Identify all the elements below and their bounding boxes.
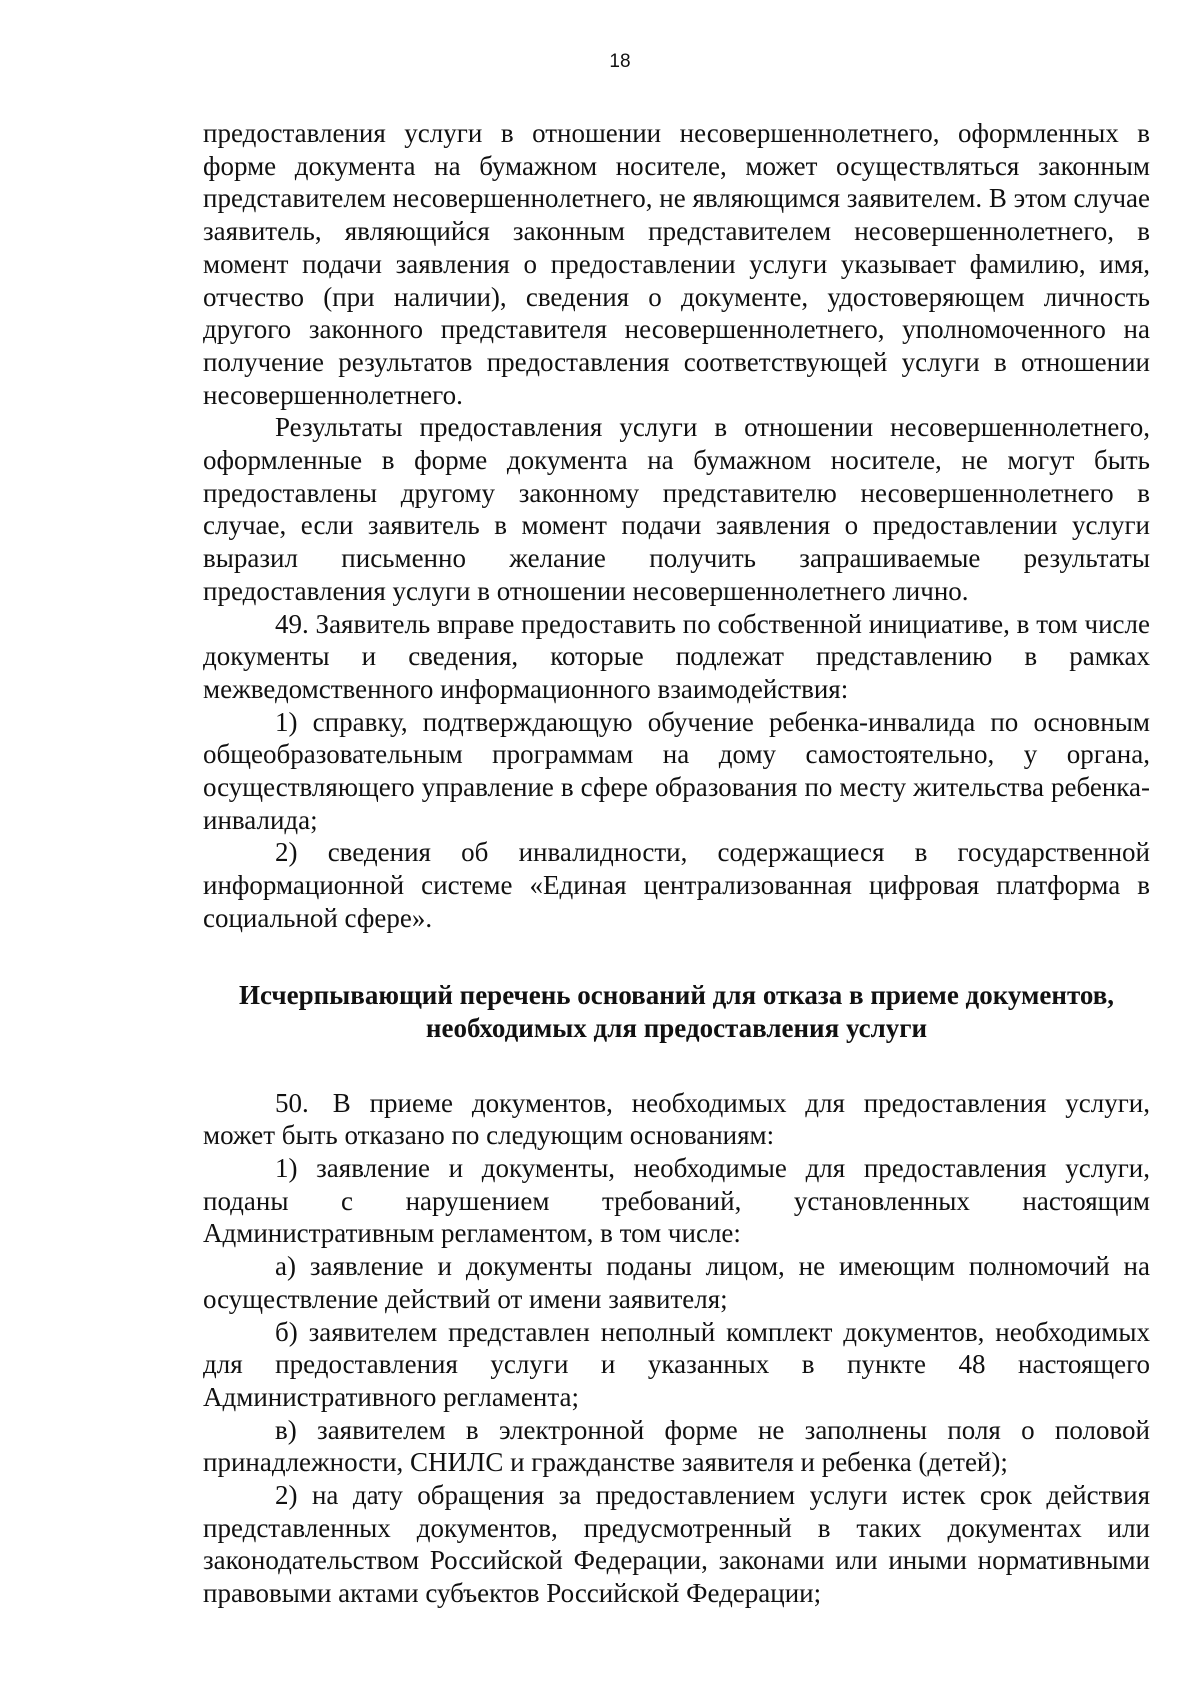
section-heading-line-1: Исчерпывающий перечень оснований для отказа в приеме документов, — [238, 979, 1115, 1010]
paragraph-item-49: 49. Заявитель вправе предоставить по собственной инициативе, в том числе документы и сведения, которые подлежат представлению в рамках межведомственного информационного взаимодействия: — [203, 608, 1150, 704]
section-heading-line-2: необходимых для предоставления услуги — [425, 1012, 928, 1043]
list-item-50-1b: б) заявителем представлен неполный комплект документов, необходимых для предоставления услуги и указанных в пункте 48 настоящего Административного регламента; — [203, 1316, 1150, 1412]
item-50-intro: В приеме документов, необходимых для предоставления услуги, может быть отказано по следующим основаниям: — [203, 1087, 1150, 1151]
paragraph-continuation: предоставления услуги в отношении несовершеннолетнего, оформленных в форме документа на бумажном носителе, может осуществляться законным представителем несовершеннолетнего, не являющимся заявителем. В этом случае заявитель, являющийся законным представителем несовершеннолетнего, в момент подачи заявления о предоставлении услуги указывает фамилию, имя, отчество (при наличии), сведения о документе, удостоверяющем личность другого законного представителя несовершеннолетнего, уполномоченного на получение результатов предоставления соответствующей услуги в отношении несовершеннолетнего. — [203, 118, 1151, 410]
list-item-50-1: 1) заявление и документы, необходимые для предоставления услуги, поданы с нарушением требований, установленных настоящим Административным регламентом, в том числе: — [203, 1152, 1150, 1249]
section-heading — [203, 979, 1150, 1045]
list-item-50-2: 2) на дату обращения за предоставлением услуги истек срок действия представленных документов, предусмотренный в таких документах или законодательством Российской Федерации, законами или иными нормативными правовыми актами субъектов Российской Федерации; — [203, 1480, 1150, 1609]
list-item-50-1v: в) заявителем в электронной форме не заполнены поля о половой принадлежности, СНИЛС и гражданстве заявителя и ребенка (детей); — [203, 1414, 1150, 1478]
item-50-number: 50. — [275, 1087, 309, 1118]
list-item-49-1: 1) справку, подтверждающую обучение ребенка-инвалида по основным общеобразовательным программам на дому самостоятельно, у органа, осуществляющего управление в сфере образования по месту жительства ребенка-инвалида; — [203, 706, 1150, 835]
list-item-50-1a: а) заявление и документы поданы лицом, не имеющим полномочий на осуществление действий от имени заявителя; — [203, 1251, 1150, 1314]
document-body — [203, 117, 1150, 1610]
list-item-49-2: 2) сведения об инвалидности, содержащиеся в государственной информационной системе «Единая централизованная цифровая платформа в социальной сфере». — [203, 837, 1150, 933]
paragraph-results: Результаты предоставления услуги в отношении несовершеннолетнего, оформленные в форме документа на бумажном носителе, не могут быть предоставлены другому законному представителю несовершеннолетнего в случае, если заявитель в момент подачи заявления о предоставлении услуги выразил письменно желание получить запрашиваемые результаты предоставления услуги в отношении несовершеннолетнего лично. — [203, 412, 1150, 606]
paragraph-item-50 — [203, 1087, 1150, 1152]
page-number: 18 — [609, 51, 631, 72]
